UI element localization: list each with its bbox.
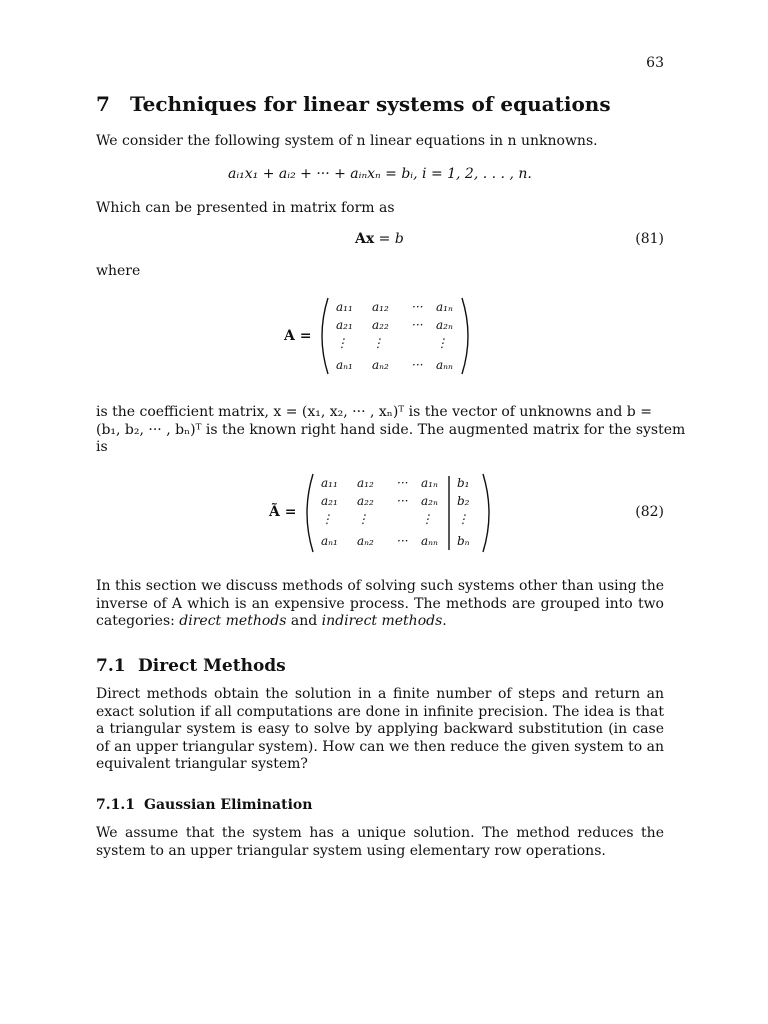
equation-81-label: (81) bbox=[635, 231, 664, 247]
discussion-text: In this section we discuss methods of solving such systems other than using the inverse of A which is an expensive process. The methods are grouped into two categories: bbox=[96, 578, 664, 629]
matrix-a-cell-3-1: ⋮ bbox=[336, 336, 348, 350]
intro-paragraph: We consider the following system of n linear equations in n unknowns. bbox=[96, 133, 598, 149]
matrix-a-cell-4-2: aₙ₂ bbox=[372, 358, 389, 372]
subsubsection-title: Gaussian Elimination bbox=[144, 797, 313, 813]
matrix-a-cell-2-1: a₂₁ bbox=[336, 318, 353, 332]
direct-methods-paragraph: Direct methods obtain the solution in a finite number of steps and return an exact solution if all computations are done in infinite precision. The idea is that a triangular system is easy to solve by applying backward substitution (in case of an upper triangular system). How can we then reduce the given system to an equivalent triangular system? bbox=[96, 686, 664, 772]
matrix-atilde-cell-3-2: ⋮ bbox=[357, 512, 369, 526]
coef-line-1: is the coefficient matrix, x = (x₁, x₂, ··· , xₙ)ᵀ is the vector of unknowns and b = bbox=[96, 404, 652, 420]
equation-81 bbox=[355, 231, 404, 247]
matrix-atilde-cell-3-1: ⋮ bbox=[321, 512, 333, 526]
subsubsection-number: 7.1.1 bbox=[96, 797, 135, 813]
matrix-a-cell-1-1: a₁₁ bbox=[336, 300, 353, 314]
matrix-atilde-cell-4-1: aₙ₁ bbox=[321, 534, 338, 548]
matrix-atilde-cell-1-2: a₁₂ bbox=[357, 476, 374, 490]
equation-81-lhs: Ax bbox=[355, 231, 375, 247]
gauss-paragraph: We assume that the system has a unique solution. The method reduces the system to an upper triangular system using elementary row operations. bbox=[96, 825, 664, 859]
matrix-a-cell-4-1: aₙ₁ bbox=[336, 358, 353, 372]
matrix-atilde-cell-2-5: b₂ bbox=[457, 494, 470, 508]
indirect-methods-term: indirect methods bbox=[321, 613, 443, 629]
subsection-heading bbox=[96, 656, 286, 676]
direct-methods-term: direct methods bbox=[179, 613, 287, 629]
matrix-a-cell-1-2: a₁₂ bbox=[372, 300, 389, 314]
matrix-a-label: A = bbox=[284, 328, 312, 344]
matrix-intro-paragraph: Which can be presented in matrix form as bbox=[96, 200, 395, 216]
page-number: 63 bbox=[646, 55, 664, 71]
equation-81-rhs: = b bbox=[378, 231, 404, 247]
matrix-a-cell-3-4: ⋮ bbox=[436, 336, 448, 350]
section-title: Techniques for linear systems of equations bbox=[130, 92, 611, 116]
matrix-atilde-cell-4-4: aₙₙ bbox=[421, 534, 438, 548]
matrix-atilde-cell-2-4: a₂ₙ bbox=[421, 494, 438, 508]
matrix-atilde-cell-2-2: a₂₂ bbox=[357, 494, 374, 508]
subsection-title: Direct Methods bbox=[138, 656, 286, 676]
section-number: 7 bbox=[96, 92, 110, 116]
discussion-end: . bbox=[442, 613, 447, 629]
equation-82-label: (82) bbox=[635, 504, 664, 520]
matrix-atilde-cell-4-3: ··· bbox=[397, 534, 409, 548]
equation-system: aᵢ₁x₁ + aᵢ₂ + ··· + aᵢₙxₙ = bᵢ, i = 1, 2, . . . , n. bbox=[228, 166, 532, 182]
matrix-a-cell-1-4: a₁ₙ bbox=[436, 300, 453, 314]
matrix-atilde-label: Ã = bbox=[269, 504, 297, 520]
matrix-a-cell-1-3: ··· bbox=[412, 300, 424, 314]
where-text: where bbox=[96, 263, 141, 279]
matrix-atilde-cell-4-5: bₙ bbox=[457, 534, 470, 548]
matrix-a-cell-2-4: a₂ₙ bbox=[436, 318, 453, 332]
matrix-atilde-cell-2-3: ··· bbox=[397, 494, 409, 508]
matrix-atilde-cell-1-4: a₁ₙ bbox=[421, 476, 438, 490]
matrix-a-cell-2-2: a₂₂ bbox=[372, 318, 389, 332]
subsubsection-heading bbox=[96, 797, 312, 813]
matrix-a-cell-4-4: aₙₙ bbox=[436, 358, 453, 372]
coef-line-3: is bbox=[96, 439, 108, 455]
matrix-atilde-cell-3-5: ⋮ bbox=[457, 512, 469, 526]
subsection-number: 7.1 bbox=[96, 656, 126, 676]
discussion-and: and bbox=[286, 613, 322, 629]
matrix-a-cell-4-3: ··· bbox=[412, 358, 424, 372]
discussion-paragraph bbox=[96, 578, 664, 631]
matrix-a-cell-3-2: ⋮ bbox=[372, 336, 384, 350]
matrix-atilde-cell-1-3: ··· bbox=[397, 476, 409, 490]
matrix-a-cell-2-3: ··· bbox=[412, 318, 424, 332]
section-heading bbox=[96, 92, 611, 116]
matrix-atilde-cell-4-2: aₙ₂ bbox=[357, 534, 374, 548]
matrix-atilde-cell-2-1: a₂₁ bbox=[321, 494, 338, 508]
matrix-atilde-cell-1-1: a₁₁ bbox=[321, 476, 338, 490]
matrix-atilde-cell-3-4: ⋮ bbox=[421, 512, 433, 526]
matrix-atilde-cell-1-5: b₁ bbox=[457, 476, 470, 490]
coef-line-2: (b₁, b₂, ··· , bₙ)ᵀ is the known right hand side. The augmented matrix for the system bbox=[96, 422, 686, 438]
